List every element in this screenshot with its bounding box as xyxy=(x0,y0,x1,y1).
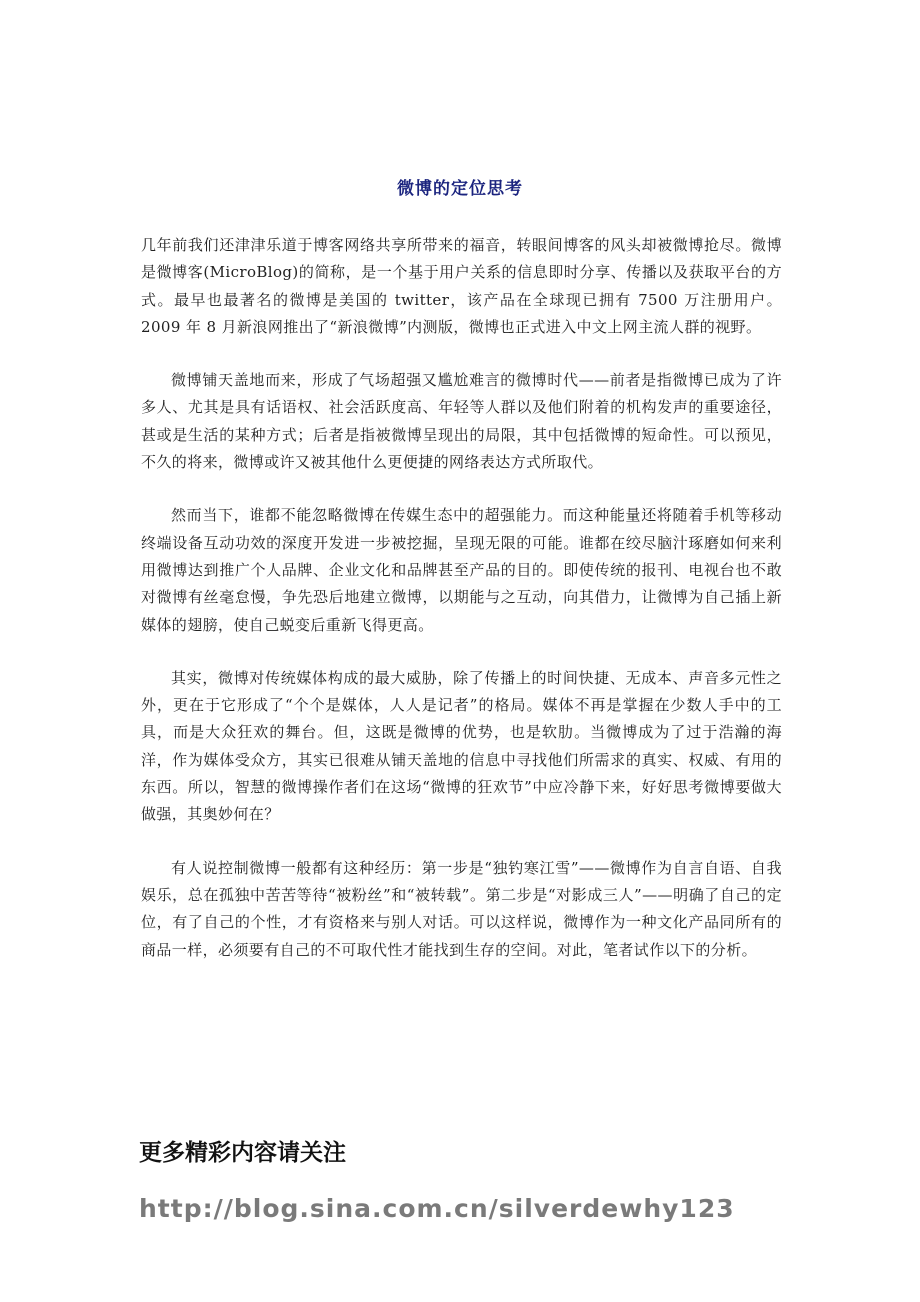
paragraph-2: 微博铺天盖地而来，形成了气场超强又尴尬难言的微博时代——前者是指微博已成为了许多人、尤其是具有话语权、社会活跃度高、年轻等人群以及他们附着的机构发声的重要途径，甚或是生活的某种方式；后者是指被微博呈现出的局限，其中包括微博的短命性。可以预见，不久的将来，微博或许又被其他什么更便捷的网络表达方式所取代。 xyxy=(141,371,782,472)
footer-heading: 更多精彩内容请关注 xyxy=(139,1140,346,1166)
footer-blog-link[interactable]: http://blog.sina.com.cn/silverdewhy123 xyxy=(139,1194,735,1223)
paragraph-5: 有人说控制微博一般都有这种经历：第一步是“独钓寒江雪”——微博作为自言自语、自我娱乐，总在孤独中苦苦等待“被粉丝”和“被转载”。第二步是“对影成三人”——明确了自己的定位，有了自己的个性，才有资格来与别人对话。可以这样说，微博作为一种文化产品同所有的商品一样，必须要有自己的不可取代性才能找到生存的空间。对此，笔者试作以下的分析。 xyxy=(141,858,782,959)
document-body xyxy=(141,232,782,990)
paragraph-3: 然而当下，谁都不能忽略微博在传媒生态中的超强能力。而这种能量还将随着手机等移动终端设备互动功效的深度开发进一步被挖掘，呈现无限的可能。谁都在绞尽脑汁琢磨如何来利用微博达到推广个人品牌、企业文化和品牌甚至产品的目的。即使传统的报刊、电视台也不敢对微博有丝毫怠慢，争先恐后地建立微博，以期能与之互动，向其借力，让微博为自己插上新媒体的翅膀，使自己蜕变后重新飞得更高。 xyxy=(141,506,782,634)
paragraph-1: 几年前我们还津津乐道于博客网络共享所带来的福音，转眼间博客的风头却被微博抢尽。微博是微博客(MicroBlog)的简称，是一个基于用户关系的信息即时分享、传播以及获取平台的方式。最早也最著名的微博是美国的 twitter，该产品在全球现已拥有 7500 万注册用户。2009 年 8 月新浪网推出了“新浪微博”内测版，微博也正式进入中文上网主流人群的视野。 xyxy=(141,236,782,336)
paragraph-4: 其实，微博对传统媒体构成的最大威胁，除了传播上的时间快捷、无成本、声音多元性之外，更在于它形成了“个个是媒体，人人是记者”的格局。媒体不再是掌握在少数人手中的工具，而是大众狂欢的舞台。但，这既是微博的优势，也是软肋。当微博成为了过于浩瀚的海洋，作为媒体受众方，其实已很难从铺天盖地的信息中寻找他们所需求的真实、权威、有用的东西。所以，智慧的微博操作者们在这场“微博的狂欢节”中应冷静下来，好好思考微博要做大做强，其奥妙何在？ xyxy=(141,668,782,824)
document-title: 微博的定位思考 xyxy=(397,179,523,199)
